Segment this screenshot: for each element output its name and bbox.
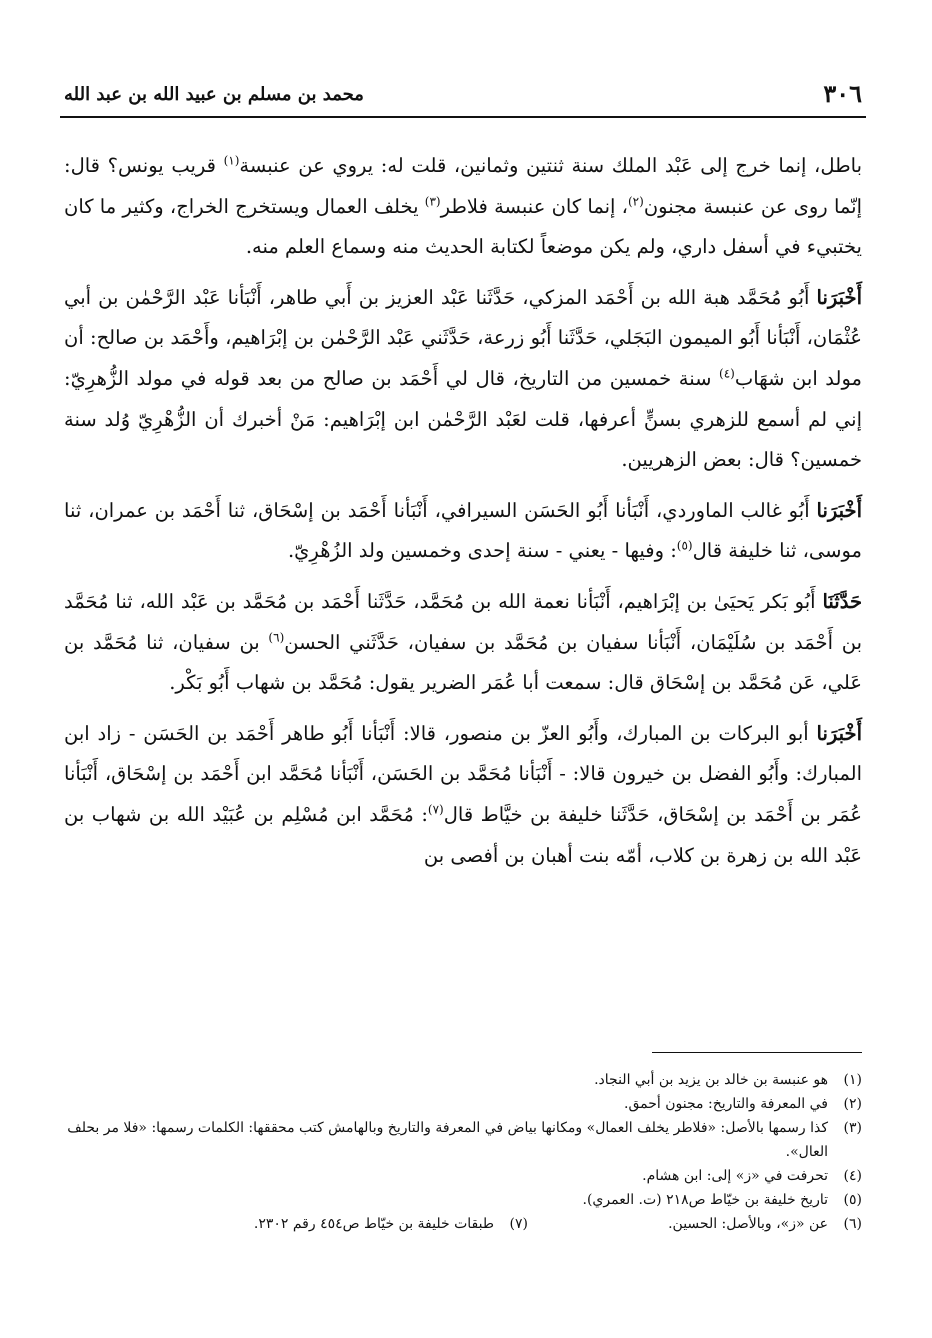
footnote <box>60 1092 862 1116</box>
footnote-number: (٢) <box>843 1096 862 1112</box>
footnote <box>254 1212 528 1236</box>
footnote-ref: (٢) <box>627 194 644 209</box>
footnote-ref: (٦) <box>268 630 285 645</box>
footnote-text: كذا رسمها بالأصل: «فلاطر يخلف العمال» ومكانها بياض في المعرفة والتاريخ وبالهامش كتب محققها: الكلمات رسمها: «فلا مر بحلف العال». <box>67 1120 828 1160</box>
footnote-text: تاريخ خليفة بن خيّاط ص٢١٨ (ت. العمري). <box>582 1192 828 1208</box>
footnotes <box>60 1068 862 1236</box>
paragraph-lead: أَخْبَرَنا <box>816 498 862 522</box>
paragraph-lead: حَدَّثَنَا <box>822 589 862 613</box>
footnote-ref: (٧) <box>427 802 444 817</box>
text-run: قريب يونس؟ قال: إنّما روى عن عنبسة مجنون <box>64 154 863 218</box>
footnote-ref: (٥) <box>676 538 693 553</box>
main-text <box>64 146 862 886</box>
text-run: بن سفيان، ثنا مُحَمَّد بن عَلي، عَن مُحَمَّد بن إسْحَاق قال: سمعت أبا عُمَر الضرير يقول: مُحَمَّد بن شهاب أَبُو بَكْر. <box>64 630 862 695</box>
paragraph-lead: أَخْبَرَنا <box>816 285 862 309</box>
paragraph-5 <box>64 714 862 876</box>
footnote-text: تحرفت في «ز» إلى: ابن هشام. <box>642 1168 828 1184</box>
paragraph-4 <box>64 582 862 704</box>
footnote-rule <box>652 1052 862 1053</box>
footnote-text: عن «ز»، وبالأصل: الحسين. <box>668 1216 828 1232</box>
text-run: أبو البركات بن المبارك، وأَبُو العزّ بن منصور، قالا: أَنْبَأنا أَبُو طاهر أَحْمَد بن الحَسَن - زاد ابن المبارك: وأَبُو الفضل بن خيرون قالا: - أَنْبَأنا مُحَمَّد بن الحَسَن، أَنْبَأنا مُحَمَّد ابن أَحْمَد بن إسْحَاق، أَنْبَأنا عُمَر بن أَحْمَد بن إسْحَاق، حَدَّثَنا خليفة بن خيَّاط قال <box>64 721 862 826</box>
footnote-ref: (٣) <box>424 194 441 209</box>
footnote-number: (٤) <box>843 1168 862 1184</box>
header-rule <box>60 116 866 118</box>
footnote-row <box>60 1212 862 1236</box>
footnote <box>60 1068 862 1092</box>
footnote <box>60 1188 862 1212</box>
footnote-number: (٣) <box>843 1120 862 1136</box>
footnote-text: هو عنبسة بن خالد بن يزيد بن أبي النجاد. <box>594 1072 828 1088</box>
paragraph-lead: أَخْبَرَنا <box>816 721 862 745</box>
footnote-text: في المعرفة والتاريخ: مجنون أحمق. <box>624 1096 828 1112</box>
footnote <box>60 1164 862 1188</box>
text-run: : وفيها - يعني - سنة إحدى وخمسين ولد الزُهْرِيّ. <box>287 539 677 563</box>
text-run: أَبُو غالب الماوردي، أَنْبَأنا أَبُو الحَسَن السيرافي، أَنْبَأنا أَحْمَد بن إسْحَاق، ثنا أَحْمَد بن عمران، ثنا موسى، ثنا خليفة قال <box>64 498 862 563</box>
paragraph-3 <box>64 491 862 572</box>
footnote-ref: (٤) <box>719 366 735 381</box>
footnote-number: (٧) <box>509 1216 528 1232</box>
running-title: محمد بن مسلم بن عبيد الله بن عبد الله <box>64 84 364 105</box>
text-run: أَبُو بَكر يَحيَىٰ بن إبْرَاهيم، أَنْبَأنا نعمة الله بن مُحَمَّد، حَدَّثَنا أَحْمَد بن مُحَمَّد بن عَبْد الله، ثنا مُحَمَّد بن أَحْمَد بن سُلَيْمَان، أَنْبَأنا سفيان بن مُحَمَّد بن سفيان، حَدَّثَني الحسن <box>64 589 862 654</box>
text-run: سنة خمسين من التاريخ، قال لي أَحْمَد بن صالح من بعد قوله في مولد الزُّهرِيّ: إني لم أسمع للزهري بسنٍّ أعرفها، قلت لعَبْد الرَّحْمٰن ابن إبْرَاهيم: مَنْ أخبرك أن الزُّهْرِيّ وُلد سنة خمسين؟ قال: بعض الزهريين. <box>64 366 862 472</box>
text-run: باطل، إنما خرج إلى عَبْد الملك سنة ثنتين وثمانين، قلت له: يروي عن عنبسة <box>239 154 863 177</box>
paragraph-2 <box>64 278 862 481</box>
footnote <box>528 1212 862 1236</box>
footnote-ref: (١) <box>223 153 240 168</box>
page-number: ٣٠٦ <box>823 79 862 108</box>
text-run: يخلف العمال ويستخرج الخراج، وكثير ما كان يختبيء في أسفل داري، ولم يكن موضعاً لكتابة الحديث منه وسماع العلم منه. <box>64 194 862 259</box>
footnote-number: (٥) <box>843 1192 862 1208</box>
paragraph-1 <box>64 146 862 268</box>
text-run: أَبُو مُحَمَّد هبة الله بن أَحْمَد المزكي، حَدَّثَنا عَبْد العزيز بن أَبي طاهر، أَنْبَأنا عَبْد الرَّحْمٰن بن أبي عُثْمَان، أَنْبَأنا أَبُو الميمون البَجَلي، حَدَّثَنا أَبُو زرعة، حَدَّثَني عَبْد الرَّحْمٰن بن إبْرَاهيم، وأَحْمَد بن صالح: أن مولد ابن شهَاب <box>64 285 862 390</box>
text-run: ، إنما كان عنبسة فلاطر <box>440 194 628 218</box>
footnote-text: طبقات خليفة بن خيّاط ص٤٥٤ رقم ٢٣٠٢. <box>253 1216 494 1232</box>
footnote <box>60 1116 862 1164</box>
text-run: : مُحَمَّد ابن مُسْلِم بن عُبَيْد الله بن شهاب بن عَبْد الله بن زهرة بن كلاب، أمّه بنت أهبان بن أفصى بن <box>64 802 862 867</box>
footnote-number: (١) <box>843 1072 862 1088</box>
footnote-number: (٦) <box>843 1216 862 1232</box>
